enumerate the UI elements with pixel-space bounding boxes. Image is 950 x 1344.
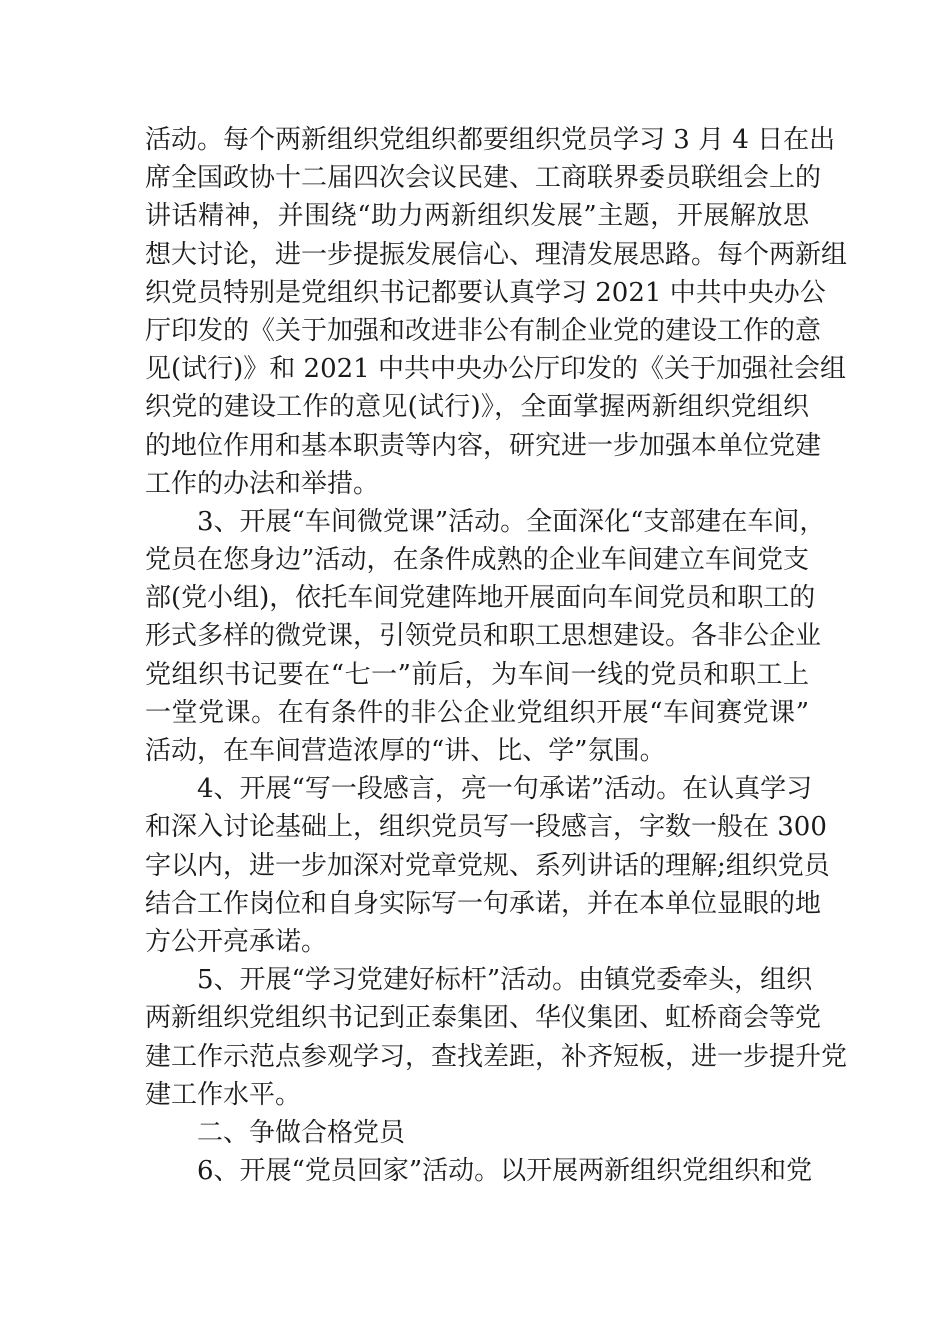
text-line-23: 5、开展“学习党建好标杆”活动。由镇党委牵头，组织	[145, 965, 813, 996]
text-line-19: 和深入讨论基础上，组织党员写一段感言，字数一般在 300	[145, 812, 827, 843]
text-line-21: 结合工作岗位和自身实际写一句承诺，并在本单位显眼的地	[145, 888, 822, 919]
text-line-10: 工作的办法和举措。	[145, 468, 380, 499]
text-line-15: 党组织书记要在“七一”前后，为车间一线的党员和职工上	[145, 659, 809, 690]
text-line-11: 3、开展“车间微党课”活动。全面深化“支部建在车间，	[145, 506, 826, 537]
document-body	[145, 121, 848, 1190]
text-line-17: 活动，在车间营造浓厚的“讲、比、学”氛围。	[145, 736, 666, 766]
text-line-6: 厅印发的《关于加强和改进非公有制企业党的建设工作的意	[145, 315, 822, 346]
text-line-3: 讲话精神，并围绕“助力两新组织发展”主题，开展解放思	[145, 201, 809, 232]
text-line-18: 4、开展“写一段感言，亮一句承诺”活动。在认真学习	[145, 774, 813, 805]
text-line-2: 席全国政协十二届四次会议民建、工商联界委员联组会上的	[145, 163, 822, 194]
text-line-16: 一堂党课。在有条件的非公企业党组织开展“车间赛党课”	[145, 697, 809, 728]
text-line-5: 织党员特别是党组织书记都要认真学习 2021 中共中央办公	[145, 277, 826, 308]
text-line-28: 6、开展“党员回家”活动。以开展两新组织党组织和党	[145, 1156, 813, 1187]
text-line-22: 方公开亮承诺。	[145, 926, 328, 957]
text-line-8: 织党的建设工作的意见(试行)》，全面掌握两新组织党组织	[145, 392, 809, 423]
text-line-24: 两新组织党组织书记到正泰集团、华仪集团、虹桥商会等党	[145, 1003, 822, 1034]
text-line-7: 见(试行)》和 2021 中共中央办公厅印发的《关于加强社会组	[145, 354, 846, 385]
text-line-26: 建工作水平。	[145, 1079, 302, 1110]
text-line-1: 活动。每个两新组织党组织都要组织党员学习 3 月 4 日在出	[145, 125, 836, 155]
text-line-9: 的地位作用和基本职责等内容，研究进一步加强本单位党建	[145, 430, 822, 461]
section-heading: 二、争做合格党员	[145, 1117, 406, 1148]
text-line-13: 部(党小组)，依托车间党建阵地开展面向车间党员和职工的	[145, 583, 816, 614]
text-line-14: 形式多样的微党课，引领党员和职工思想建设。各非公企业	[145, 621, 822, 652]
text-line-20: 字以内，进一步加深对党章党规、系列讲话的理解;组织党员	[145, 850, 830, 881]
text-line-25: 建工作示范点参观学习，查找差距，补齐短板，进一步提升党	[145, 1041, 848, 1072]
text-line-12: 党员在您身边”活动，在条件成熟的企业车间建立车间党支	[145, 545, 809, 576]
text-line-4: 想大讨论，进一步提振发展信心、理清发展思路。每个两新组	[145, 239, 848, 270]
